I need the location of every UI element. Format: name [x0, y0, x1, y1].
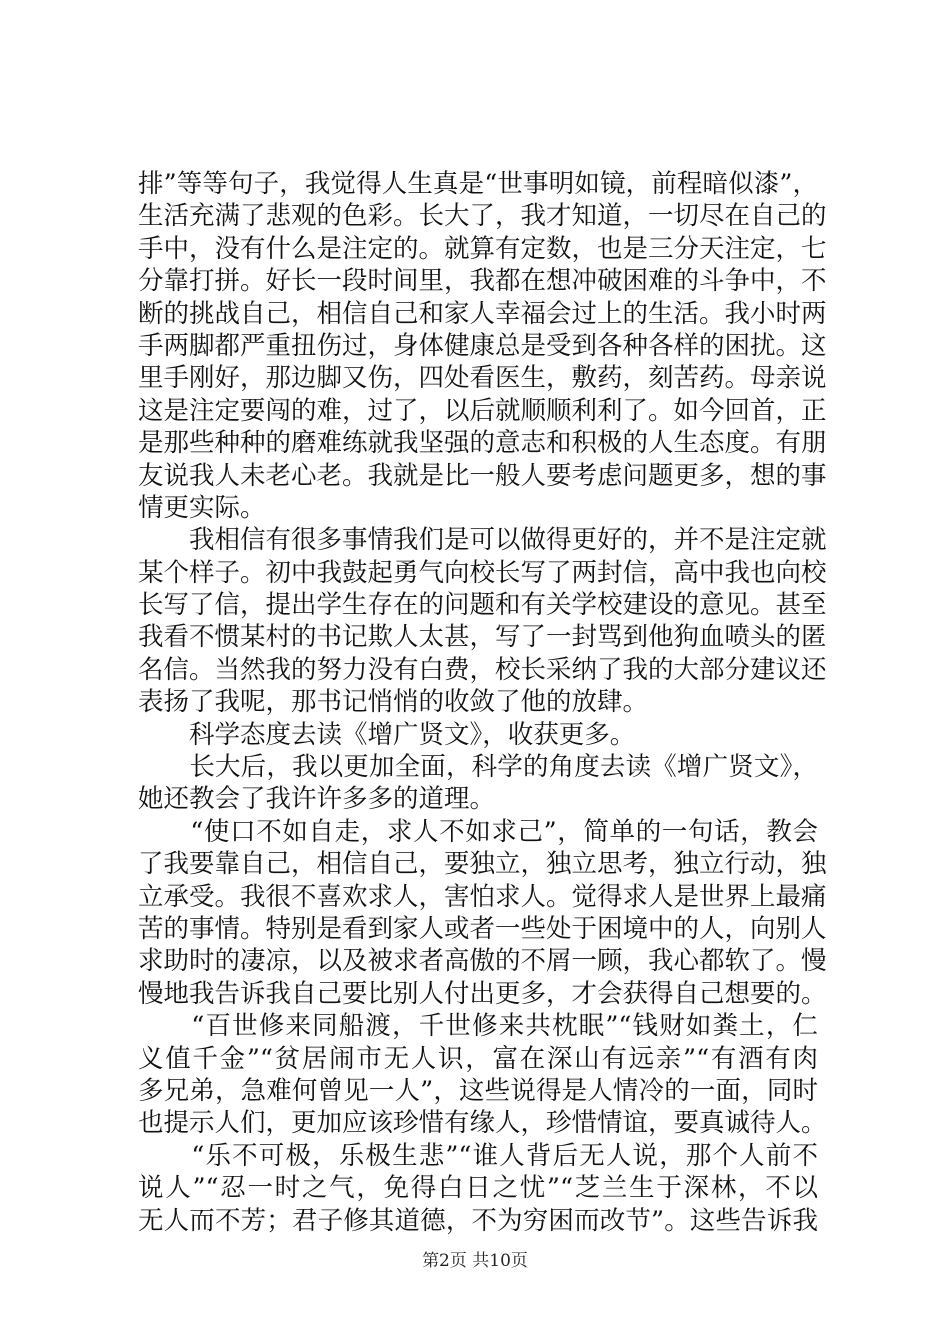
text-line: 手中，没有什么是注定的。就算有定数，也是三分天注定，七 [138, 233, 827, 264]
text-line: 我看不惯某村的书记欺人太甚，写了一封骂到他狗血喷头的匿 [138, 622, 827, 653]
text-line: 友说我人未老心老。我就是比一般人要考虑问题更多，想的事 [138, 460, 827, 491]
text-line: “使口不如自走，求人不如求己”，简单的一句话，教会 [138, 816, 818, 847]
text-line: 长大后，我以更加全面，科学的角度去读《增广贤文》， [138, 752, 818, 783]
text-line: 这是注定要闯的难，过了，以后就顺顺利利了。如今回首，正 [138, 395, 827, 426]
text-line: 说人”“忍一时之气，免得白日之忧”“芝兰生于深林，不以 [138, 1173, 818, 1204]
text-line: 多兄弟，急难何曾见一人”，这些说得是人情冷的一面，同时 [138, 1075, 818, 1106]
text-line: 分靠打拼。好长一段时间里，我都在想冲破困难的斗争中，不 [138, 266, 827, 297]
text-line: 长写了信，提出学生存在的问题和有关学校建设的意见。甚至 [138, 590, 827, 621]
text-line: 也提示人们，更加应该珍惜有缘人，珍惜情谊，要真诚待人。 [138, 1108, 827, 1139]
text-line: 义值千金”“贫居闹市无人识，富在深山有远亲”“有酒有肉 [138, 1043, 818, 1074]
text-line: “百世修来同船渡，千世修来共枕眠”“钱财如粪土，仁 [138, 1011, 818, 1042]
text-line: 排”等等句子，我觉得人生真是“世事明如镜，前程暗似漆”， [138, 169, 818, 199]
text-line: 慢地我告诉我自己要比别人付出更多，才会获得自己想要的。 [138, 978, 827, 1009]
text-line: 无人而不芳；君子修其道德，不为穷困而改节”。这些告诉我 [138, 1205, 818, 1236]
text-line: “乐不可极，乐极生悲”“谁人背后无人说，那个人前不 [138, 1140, 818, 1171]
text-line: 我相信有很多事情我们是可以做得更好的，并不是注定就 [138, 525, 827, 556]
text-line: 生活充满了悲观的色彩。长大了，我才知道，一切尽在自己的 [138, 201, 827, 232]
text-line: 手两脚都严重扭伤过，身体健康总是受到各种各样的困扰。这 [138, 330, 827, 361]
text-line: 某个样子。初中我鼓起勇气向校长写了两封信，高中我也向校 [138, 557, 827, 588]
text-line: 科学态度去读《增广贤文》，收获更多。 [138, 719, 636, 750]
text-line: 里手刚好，那边脚又伤，四处看医生，敷药，刻苦药。母亲说 [138, 363, 827, 394]
text-line: 是那些种种的磨难练就我坚强的意志和积极的人生态度。有朋 [138, 428, 827, 459]
text-line: 立承受。我很不喜欢求人，害怕求人。觉得求人是世界上最痛 [138, 881, 827, 912]
text-line: 苦的事情。特别是看到家人或者一些处于困境中的人，向别人 [138, 913, 827, 944]
document-body [138, 168, 827, 1237]
text-line: 表扬了我呢，那书记悄悄的收敛了他的放肆。 [138, 687, 649, 718]
page-footer: 第2页 共10页 [422, 1251, 528, 1271]
text-line: 断的挑战自己，相信自己和家人幸福会过上的生活。我小时两 [138, 298, 827, 329]
text-line: 求助时的凄凉，以及被求者高傲的不屑一顾，我心都软了。慢 [138, 946, 827, 977]
text-line: 她还教会了我许许多多的道理。 [138, 784, 496, 815]
text-line: 名信。当然我的努力没有白费，校长采纳了我的大部分建议还 [138, 654, 827, 685]
text-line: 了我要靠自己，相信自己，要独立，独立思考，独立行动，独 [138, 849, 827, 880]
text-line: 情更实际。 [138, 492, 266, 523]
